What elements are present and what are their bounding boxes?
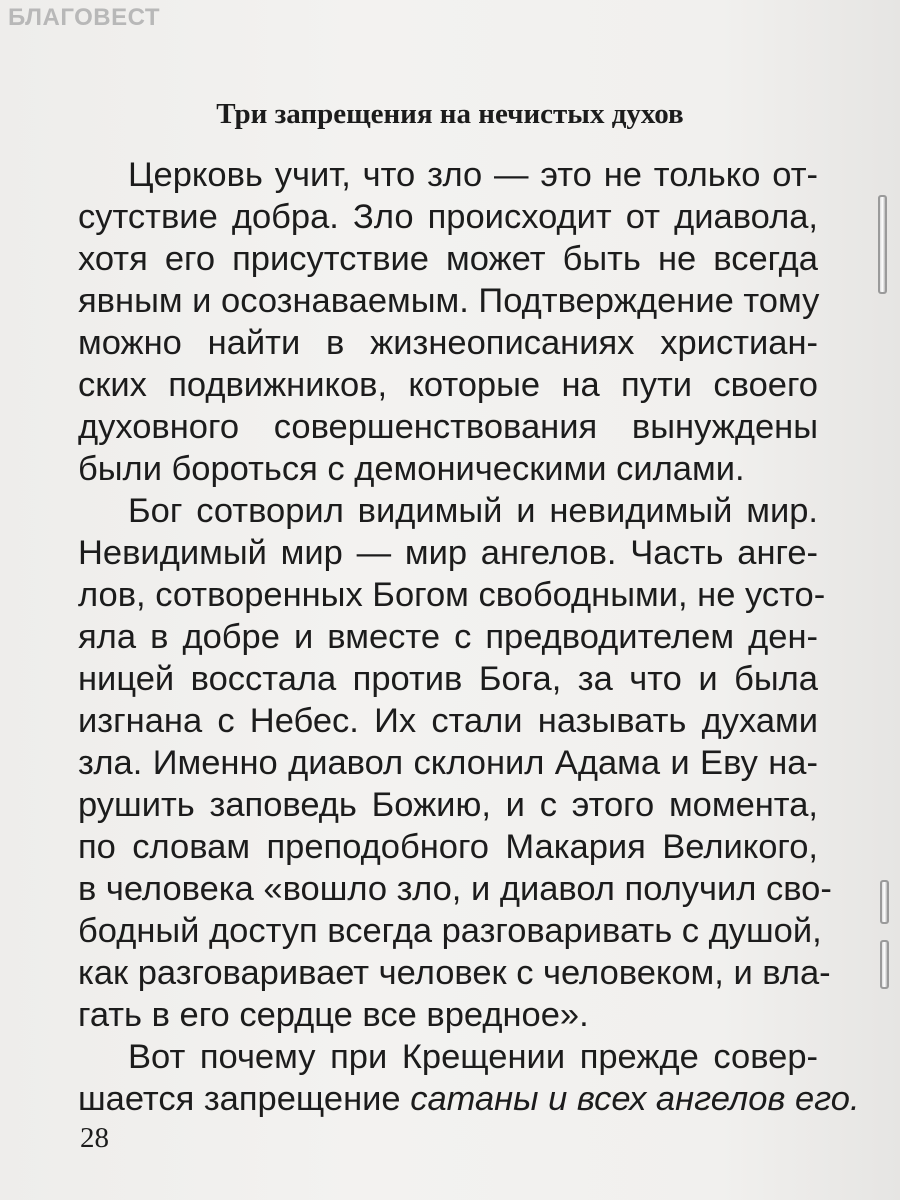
text-line: зла. Именно диавол склонил Адама и Еву на- — [78, 744, 818, 782]
text-line: можно найти в жизнеописаниях христиан- — [78, 324, 818, 362]
text-line: Вот почему при Крещении прежде совер- — [128, 1038, 818, 1076]
text-line: рушить заповедь Божию, и с этого момента, — [78, 786, 818, 824]
text-line: изгнана с Небес. Их стали называть духами — [78, 702, 818, 740]
watermark-logo: БЛАГОВЕСТ — [8, 4, 161, 31]
text-line: Бог сотворил видимый и невидимый мир. — [128, 492, 818, 530]
text-line: бодный доступ всегда разговаривать с душой, — [78, 912, 822, 950]
text-line: явным и осознаваемым. Подтверждение тому — [78, 282, 820, 320]
text-line: Церковь учит, что зло — это не только от- — [128, 156, 818, 194]
text-span: шается запрещение — [78, 1080, 411, 1118]
text-line: в человека «вошло зло, и диавол получил сво- — [78, 870, 832, 908]
text-line: гать в его сердце все вредное». — [78, 996, 589, 1034]
page-number: 28 — [80, 1122, 109, 1154]
text-line — [78, 1079, 860, 1119]
section-title: Три запрещения на нечистых духов — [216, 98, 684, 130]
text-line: сутствие добра. Зло происходит от диавола, — [78, 198, 818, 236]
text-line: лов, сотворенных Богом свободными, не усто- — [78, 576, 826, 614]
text-line: Невидимый мир — мир ангелов. Часть анге- — [78, 534, 818, 572]
italic-quote: сатаны и всех ангелов его. — [410, 1080, 860, 1118]
text-line: духовного совершенствования вынуждены — [78, 408, 818, 446]
staple — [878, 195, 887, 294]
text-line: как разговаривает человек с человеком, и вла- — [78, 954, 831, 992]
text-line: ницей восстала против Бога, за что и была — [78, 660, 818, 698]
text-line: хотя его присутствие может быть не всегда — [78, 240, 818, 278]
staple — [880, 940, 889, 989]
text-line: ских подвижников, которые на пути своего — [78, 366, 818, 404]
text-line: по словам преподобного Макария Великого, — [78, 828, 818, 866]
staple — [880, 880, 889, 924]
text-line: были бороться с демоническими силами. — [78, 450, 745, 488]
text-line: яла в добре и вместе с предводителем ден- — [78, 618, 818, 656]
